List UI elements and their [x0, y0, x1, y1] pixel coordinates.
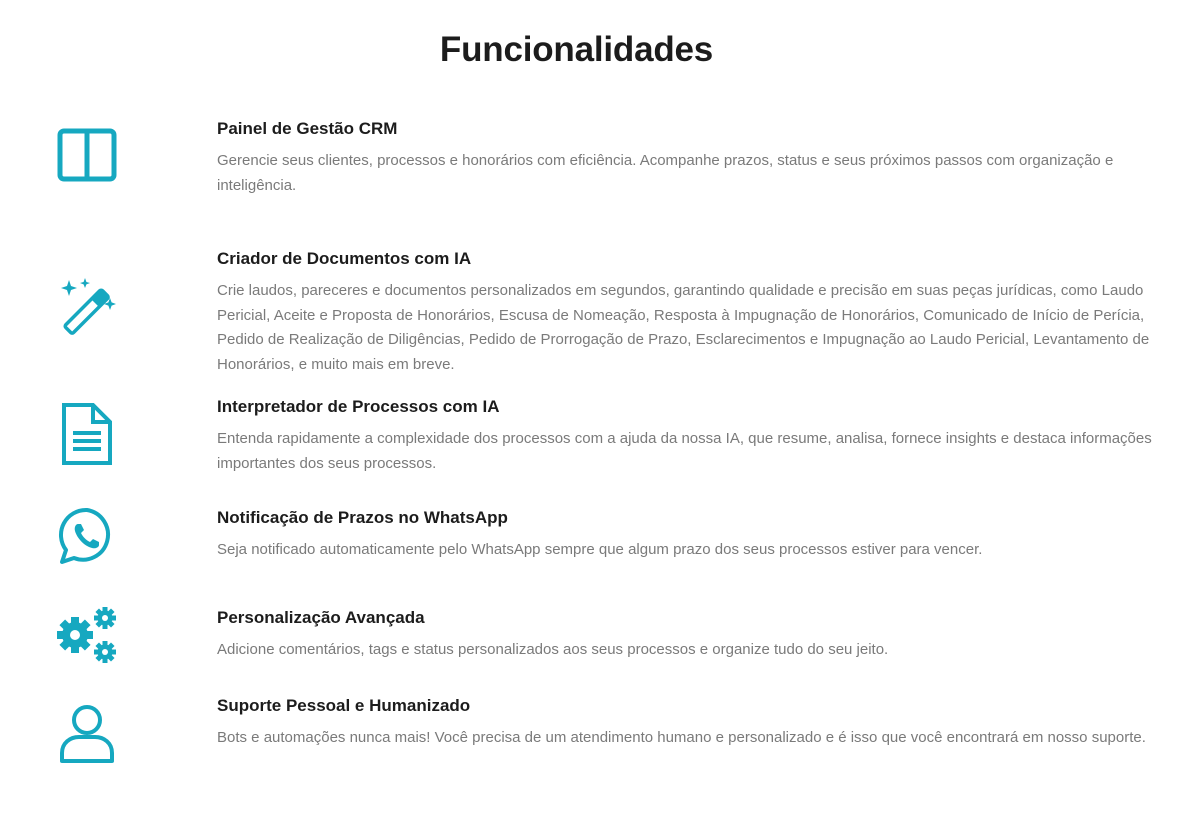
feature-description: Seja notificado automaticamente pelo WhatsApp sempre que algum prazo dos seus processos estiver para vencer. [217, 541, 983, 558]
gears-icon [55, 603, 119, 667]
section-title: Funcionalidades [439, 30, 714, 69]
magic-wand-icon [55, 276, 119, 340]
feature-description: Entenda rapidamente a complexidade dos processos com a ajuda da nossa IA, que resume, analisa, fornece insights e destaca informações importantes dos seus processos. [217, 430, 1152, 472]
whatsapp-icon [55, 504, 119, 568]
feature-title: Painel de Gestão CRM [217, 119, 398, 138]
columns-icon [55, 124, 119, 188]
feature-title: Suporte Pessoal e Humanizado [217, 696, 471, 715]
feature-title: Personalização Avançada [217, 608, 425, 627]
feature-description: Crie laudos, pareceres e documentos personalizados em segundos, garantindo qualidade e precisão em suas peças jurídicas, como Laudo Pericial, Aceite e Proposta de Honorários, Escusa de Nomeação, Resposta à Impugnação de Honorários, Comunicado de Início de Perícia, Pedido de Realização de Diligências, Pedido de Prorrogação de Prazo, Esclarecimentos e Impugnação ao Laudo Pericial, Levantamento de Honorários, e muito mais em breve. [217, 282, 1150, 373]
feature-title: Criador de Documentos com IA [217, 249, 472, 268]
user-icon [55, 702, 119, 766]
feature-description: Bots e automações nunca mais! Você precisa de um atendimento humano e personalizado e é isso que você encontrará em nosso suporte. [217, 729, 1146, 746]
document-icon [55, 402, 119, 466]
feature-title: Notificação de Prazos no WhatsApp [217, 508, 508, 527]
feature-description: Adicione comentários, tags e status personalizados aos seus processos e organize tudo do seu jeito. [217, 641, 889, 658]
feature-description: Gerencie seus clientes, processos e honorários com eficiência. Acompanhe prazos, status e seus próximos passos com organização e inteligência. [217, 152, 1114, 194]
feature-title: Interpretador de Processos com IA [217, 397, 500, 416]
